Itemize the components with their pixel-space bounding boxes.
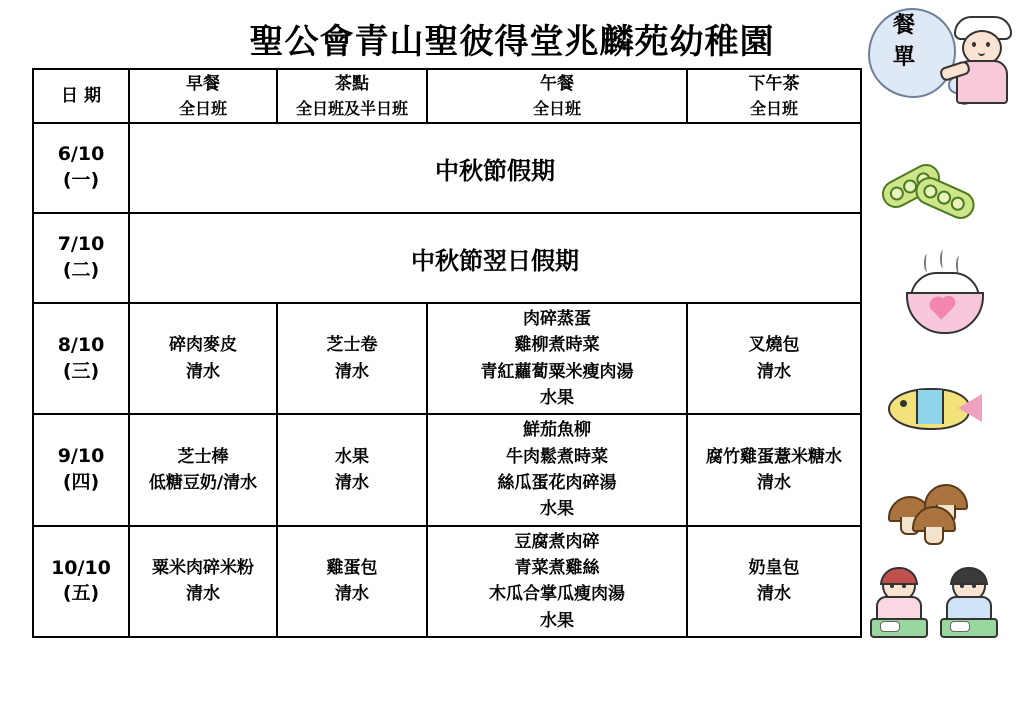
weekly-menu-table (32, 68, 862, 638)
child-eye-left-icon (890, 584, 894, 588)
row-date-line2: (四) (62, 471, 100, 494)
fish-tail-icon (958, 394, 982, 422)
child-icon (868, 570, 926, 642)
menu-bubble-illustration (862, 0, 1024, 120)
menu-bubble-label: 餐 單 (892, 13, 915, 70)
fish-eye-icon (900, 400, 907, 407)
row-date-line1: 7/10 (57, 233, 105, 256)
decorative-illustrations-column (862, 0, 1024, 724)
header-lunch-main: 午餐 (540, 74, 574, 95)
table-row (33, 213, 861, 303)
row-date-cell (33, 526, 129, 637)
header-cell-breakfast (129, 69, 277, 123)
page-title: 聖公會青山聖彼得堂兆麟苑幼稚園 (249, 22, 775, 62)
row-date-line1: 8/10 (57, 334, 105, 357)
pea-pod-icon (911, 173, 979, 224)
header-cell-lunch (427, 69, 687, 123)
header-cell-afternoon-tea (687, 69, 861, 123)
header-tea-sub: 全日班 (749, 98, 798, 118)
header-snack-main: 茶點 (335, 74, 369, 95)
header-lunch-sub: 全日班 (532, 98, 581, 118)
row-lunch-cell: 鮮茄魚柳 牛肉鬆煮時菜 絲瓜蛋花肉碎湯 水果 (427, 414, 687, 525)
fish-stripe-icon (916, 390, 944, 424)
header-snack-sub: 全日班及半日班 (295, 98, 408, 118)
header-date-main: 日 期 (61, 85, 101, 106)
mushrooms-illustration (862, 478, 1024, 544)
steam-icon (940, 250, 946, 268)
table-row (33, 526, 861, 637)
header-breakfast-sub: 全日班 (178, 98, 227, 118)
girl-eye-right-icon (986, 42, 990, 47)
header-cell-date (33, 69, 129, 123)
child-eye-right-icon (902, 584, 906, 588)
row-tea-cell: 腐竹雞蛋薏米糖水 清水 (687, 414, 861, 525)
header-tea-main: 下午茶 (748, 74, 800, 95)
food-item-icon (950, 621, 970, 632)
pea-pods-illustration (862, 162, 1024, 232)
row-date-line1: 6/10 (57, 143, 105, 166)
row-date-cell (33, 414, 129, 525)
rice-bowl-illustration (862, 252, 1024, 342)
row-date-line2: (二) (62, 259, 100, 281)
row-snack-cell: 水果 清水 (277, 414, 427, 525)
row-date-cell (33, 303, 129, 414)
row-date-line2: (三) (62, 359, 100, 382)
steam-icon (924, 254, 930, 272)
row-snack-cell: 雞蛋包 清水 (277, 526, 427, 637)
table-row (33, 303, 861, 414)
food-item-icon (880, 621, 900, 632)
row-lunch-cell: 豆腐煮肉碎 青菜煮雞絲 木瓜合掌瓜瘦肉湯 水果 (427, 526, 687, 637)
child-hair-icon (880, 567, 918, 585)
row-tea-cell: 奶皇包 清水 (687, 526, 861, 637)
row-date-cell (33, 123, 129, 213)
row-date-line1: 9/10 (57, 445, 105, 468)
fish-illustration (862, 376, 1024, 442)
row-holiday-cell: 中秋節翌日假期 (129, 213, 861, 303)
header-breakfast-main: 早餐 (186, 74, 220, 95)
child-eye-left-icon (960, 584, 964, 588)
row-date-line2: (一) (62, 169, 100, 191)
row-date-line2: (五) (62, 582, 100, 605)
row-breakfast-cell: 粟米肉碎米粉 清水 (129, 526, 277, 637)
row-date-cell (33, 213, 129, 303)
row-breakfast-cell: 碎肉麥皮 清水 (129, 303, 277, 414)
children-eating-illustration (862, 566, 1024, 646)
row-breakfast-cell: 芝士棒 低糖豆奶/清水 (129, 414, 277, 525)
girl-eye-left-icon (972, 42, 976, 47)
girl-character-icon (950, 16, 1016, 100)
mushroom-stem-icon (924, 527, 944, 545)
table-row (33, 414, 861, 525)
child-icon (938, 570, 996, 642)
row-lunch-cell: 肉碎蒸蛋 雞柳煮時菜 青紅蘿蔔粟米瘦肉湯 水果 (427, 303, 687, 414)
row-holiday-cell: 中秋節假期 (129, 123, 861, 213)
child-hair-icon (950, 567, 988, 585)
row-snack-cell: 芝士卷 清水 (277, 303, 427, 414)
header-cell-snack (277, 69, 427, 123)
row-tea-cell: 叉燒包 清水 (687, 303, 861, 414)
table-row (33, 123, 861, 213)
child-eye-right-icon (972, 584, 976, 588)
table-header-row (33, 69, 861, 123)
row-date-line1: 10/10 (51, 556, 111, 579)
